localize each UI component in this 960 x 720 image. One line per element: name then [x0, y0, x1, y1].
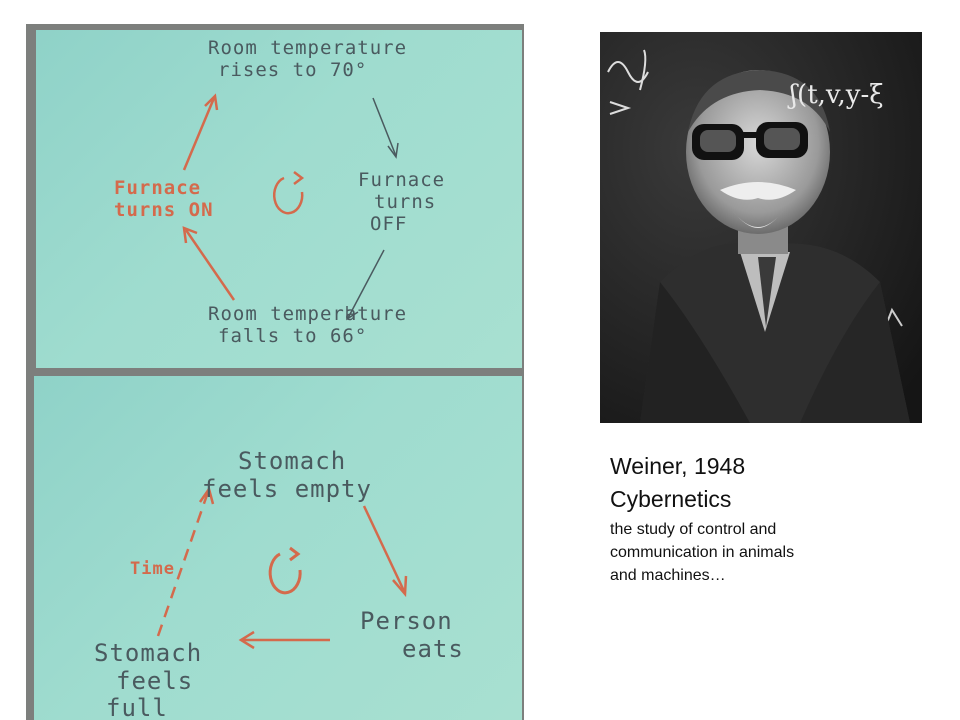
node-text-line: Person — [360, 607, 453, 635]
caption-line: and machines… — [610, 567, 726, 584]
node-text-line: Room temperature — [208, 37, 408, 59]
node-text-line: rises to 70° — [218, 58, 368, 81]
node-furnace-off — [358, 170, 445, 236]
node-text-line: Stomach — [238, 447, 347, 475]
node-text-line: eats — [402, 634, 464, 663]
slide-frame — [26, 24, 524, 720]
node-room-temp-falls — [208, 304, 407, 348]
thermostat-loop-card — [36, 30, 522, 368]
node-text-line: feels — [116, 666, 194, 695]
node-text-line: turns — [374, 190, 437, 213]
node-text-line: Furnace — [114, 177, 202, 199]
node-text-line: feels empty — [202, 474, 372, 503]
node-text-line: falls to 66° — [218, 324, 368, 347]
node-text-line: turns ON — [114, 198, 214, 221]
node-stomach-full — [94, 640, 202, 720]
node-text-line: Stomach — [94, 639, 203, 667]
portrait-photo — [600, 32, 922, 423]
caption — [610, 450, 794, 587]
chalk-formula: ʃ(t,v,y-ξ — [790, 80, 884, 110]
cycle-icon — [274, 178, 302, 213]
node-furnace-on — [114, 178, 214, 222]
node-stomach-empty — [202, 448, 372, 503]
node-text-line: Furnace — [358, 169, 446, 191]
cycle-icon — [270, 554, 300, 593]
hunger-loop-card — [34, 376, 522, 720]
node-text-line: OFF — [370, 212, 408, 235]
caption-subject: Cybernetics — [610, 486, 732, 512]
arrow-bottom-to-left — [186, 230, 234, 300]
arrow-top-to-right — [364, 506, 404, 591]
arrow-top-to-right — [373, 98, 396, 156]
node-room-temp-rises — [208, 38, 407, 82]
caption-title: Weiner, 1948 — [610, 453, 746, 479]
node-text-line: full — [106, 694, 168, 720]
caption-description — [610, 518, 794, 587]
arrow-left-to-top — [184, 98, 214, 170]
caption-line: the study of control and — [610, 521, 777, 538]
node-person-eats — [360, 608, 464, 663]
time-label: Time — [130, 559, 175, 579]
node-text-line: Room temperature — [208, 303, 408, 325]
caption-line: communication in animals — [610, 544, 795, 561]
